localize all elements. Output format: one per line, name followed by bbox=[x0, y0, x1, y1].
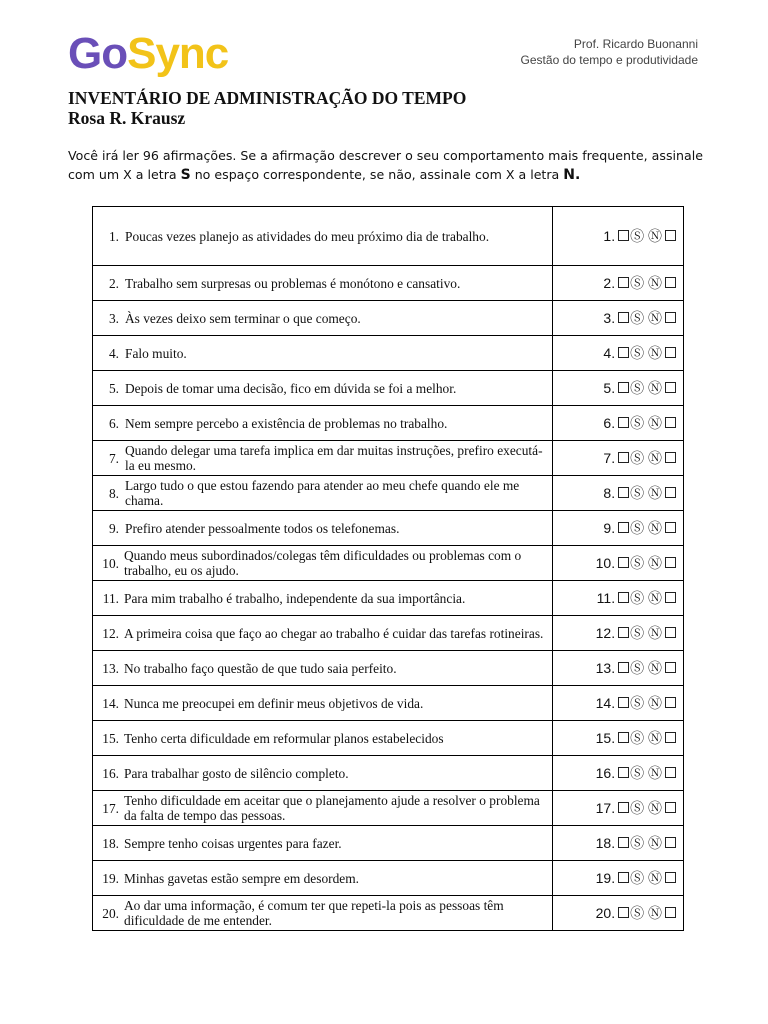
s-letter-icon: Ⓢ bbox=[630, 696, 645, 712]
s-checkbox[interactable] bbox=[618, 802, 629, 813]
question-wrap bbox=[93, 441, 552, 475]
table-row bbox=[93, 476, 684, 511]
title-line: INVENTÁRIO DE ADMINISTRAÇÃO DO TEMPO bbox=[68, 88, 467, 108]
n-checkbox[interactable] bbox=[665, 907, 676, 918]
s-checkbox[interactable] bbox=[618, 697, 629, 708]
answer-number: 13. bbox=[595, 660, 616, 676]
n-checkbox[interactable] bbox=[665, 230, 676, 241]
table-row bbox=[93, 896, 684, 931]
s-checkbox[interactable] bbox=[618, 382, 629, 393]
s-letter-icon: Ⓢ bbox=[630, 451, 645, 467]
question-text: Quando delegar uma tarefa implica em dar muitas instruções, prefiro executá-la eu mesmo. bbox=[125, 443, 543, 473]
n-checkbox[interactable] bbox=[665, 452, 676, 463]
answer-number: 9. bbox=[603, 520, 616, 536]
s-letter-icon: Ⓢ bbox=[630, 521, 645, 537]
question-text: Sempre tenho coisas urgentes para fazer. bbox=[124, 835, 342, 851]
question-number: 18. bbox=[102, 835, 119, 851]
question-text: Nem sempre percebo a existência de problemas no trabalho. bbox=[125, 415, 448, 431]
table-row bbox=[93, 826, 684, 861]
question-number: 7. bbox=[108, 450, 119, 466]
table-row bbox=[93, 861, 684, 896]
s-checkbox[interactable] bbox=[618, 872, 629, 883]
s-checkbox[interactable] bbox=[618, 732, 629, 743]
n-letter-icon: Ⓝ bbox=[648, 381, 662, 397]
answer-number: 19. bbox=[595, 870, 616, 886]
answer-cell bbox=[553, 511, 684, 546]
answer-number: 8. bbox=[603, 485, 616, 501]
s-letter-icon: Ⓢ bbox=[630, 416, 645, 432]
n-checkbox[interactable] bbox=[665, 627, 676, 638]
instructions bbox=[68, 146, 708, 185]
question-cell bbox=[93, 266, 553, 301]
table-row bbox=[93, 266, 684, 301]
question-number: 15. bbox=[102, 730, 119, 746]
n-letter-icon: Ⓝ bbox=[648, 346, 662, 362]
answer-number: 16. bbox=[595, 765, 616, 781]
n-checkbox[interactable] bbox=[665, 277, 676, 288]
s-letter-icon: Ⓢ bbox=[630, 556, 645, 572]
answer-cell bbox=[553, 651, 684, 686]
question-number: 6. bbox=[108, 415, 119, 431]
n-letter-icon: Ⓝ bbox=[648, 696, 662, 712]
s-checkbox[interactable] bbox=[618, 347, 629, 358]
question-number: 16. bbox=[102, 765, 119, 781]
s-letter-icon: Ⓢ bbox=[630, 906, 645, 922]
answer-number: 7. bbox=[603, 450, 616, 466]
question-wrap bbox=[93, 371, 552, 405]
table-row bbox=[93, 511, 684, 546]
s-checkbox[interactable] bbox=[618, 837, 629, 848]
gosync-logo bbox=[68, 29, 229, 78]
question-text: Nunca me preocupei em definir meus objetivos de vida. bbox=[124, 695, 424, 711]
n-checkbox[interactable] bbox=[665, 592, 676, 603]
s-letter-icon: Ⓢ bbox=[630, 766, 645, 782]
n-checkbox[interactable] bbox=[665, 767, 676, 778]
answer-cell bbox=[553, 861, 684, 896]
question-number: 3. bbox=[108, 310, 119, 326]
author-line: Rosa R. Krausz bbox=[68, 108, 186, 128]
question-number: 1. bbox=[108, 228, 119, 244]
s-letter-icon: Ⓢ bbox=[630, 661, 645, 677]
question-text: Tenho certa dificuldade em reformular planos estabelecidos bbox=[124, 730, 444, 746]
question-cell bbox=[93, 546, 553, 581]
question-number: 14. bbox=[102, 695, 119, 711]
question-cell bbox=[93, 686, 553, 721]
n-letter-icon: Ⓝ bbox=[648, 556, 662, 572]
question-text: Falo muito. bbox=[125, 345, 187, 361]
n-letter-icon: Ⓝ bbox=[648, 229, 662, 245]
s-letter-icon: Ⓢ bbox=[630, 731, 645, 747]
question-wrap bbox=[93, 826, 552, 860]
n-letter-icon: Ⓝ bbox=[648, 486, 662, 502]
n-checkbox[interactable] bbox=[665, 837, 676, 848]
question-text: Tenho dificuldade em aceitar que o planejamento ajude a resolver o problema da falta de tempo das pessoas. bbox=[124, 793, 540, 823]
question-number: 5. bbox=[108, 380, 119, 396]
table-row bbox=[93, 207, 684, 266]
question-wrap bbox=[93, 896, 552, 930]
n-letter-icon: Ⓝ bbox=[648, 276, 662, 292]
question-cell bbox=[93, 721, 553, 756]
s-checkbox[interactable] bbox=[618, 592, 629, 603]
s-checkbox[interactable] bbox=[618, 277, 629, 288]
question-number: 11. bbox=[102, 590, 119, 606]
n-letter-icon: Ⓝ bbox=[648, 521, 662, 537]
table-row bbox=[93, 301, 684, 336]
n-checkbox[interactable] bbox=[665, 872, 676, 883]
question-number: 2. bbox=[108, 275, 119, 291]
s-letter-icon: Ⓢ bbox=[630, 486, 645, 502]
table-row bbox=[93, 371, 684, 406]
question-text: Às vezes deixo sem terminar o que começo. bbox=[125, 310, 361, 326]
document-title bbox=[68, 88, 466, 128]
n-checkbox[interactable] bbox=[665, 662, 676, 673]
answer-number: 20. bbox=[595, 905, 616, 921]
question-cell bbox=[93, 406, 553, 441]
question-text: No trabalho faço questão de que tudo saia perfeito. bbox=[124, 660, 397, 676]
n-letter-icon: Ⓝ bbox=[648, 451, 662, 467]
question-cell bbox=[93, 896, 553, 931]
logo-go: Go bbox=[68, 29, 128, 78]
question-text: Para mim trabalho é trabalho, independente da sua importância. bbox=[124, 590, 466, 606]
question-wrap bbox=[93, 207, 552, 265]
question-wrap bbox=[93, 301, 552, 335]
question-wrap bbox=[93, 476, 552, 510]
n-letter-icon: Ⓝ bbox=[648, 801, 662, 817]
question-text: Ao dar uma informação, é comum ter que repeti-la pois as pessoas têm dificuldade de me entender. bbox=[124, 898, 504, 928]
question-number: 9. bbox=[108, 520, 119, 536]
question-number: 13. bbox=[102, 660, 119, 676]
question-cell bbox=[93, 371, 553, 406]
question-text: A primeira coisa que faço ao chegar ao trabalho é cuidar das tarefas rotineiras. bbox=[124, 625, 544, 641]
question-cell bbox=[93, 581, 553, 616]
answer-cell bbox=[553, 266, 684, 301]
s-checkbox[interactable] bbox=[618, 557, 629, 568]
table-row bbox=[93, 721, 684, 756]
n-letter-icon: Ⓝ bbox=[648, 731, 662, 747]
n-letter-icon: Ⓝ bbox=[648, 871, 662, 887]
answer-cell bbox=[553, 826, 684, 861]
question-cell bbox=[93, 441, 553, 476]
question-number: 12. bbox=[102, 625, 119, 641]
s-checkbox[interactable] bbox=[618, 230, 629, 241]
question-cell bbox=[93, 207, 553, 266]
question-wrap bbox=[93, 616, 552, 650]
intro-text-2: no espaço correspondente, se não, assinale com X a letra bbox=[190, 167, 564, 182]
s-checkbox[interactable] bbox=[618, 417, 629, 428]
s-letter-icon: Ⓢ bbox=[630, 836, 645, 852]
question-wrap bbox=[93, 686, 552, 720]
question-cell bbox=[93, 336, 553, 371]
answer-cell bbox=[553, 791, 684, 826]
s-checkbox[interactable] bbox=[618, 452, 629, 463]
answer-cell bbox=[553, 581, 684, 616]
question-cell bbox=[93, 616, 553, 651]
n-checkbox[interactable] bbox=[665, 487, 676, 498]
header-author: Prof. Ricardo Buonanni bbox=[573, 37, 698, 51]
question-cell bbox=[93, 826, 553, 861]
answer-number: 18. bbox=[595, 835, 616, 851]
answer-cell bbox=[553, 441, 684, 476]
intro-text-1: Você irá ler 96 afirmações. Se a afirmação descrever o seu comportamento mais frequente, assinale com um X a letra bbox=[68, 148, 703, 182]
answer-cell bbox=[553, 476, 684, 511]
s-letter-icon: Ⓢ bbox=[630, 311, 645, 327]
s-checkbox[interactable] bbox=[618, 487, 629, 498]
question-wrap bbox=[93, 581, 552, 615]
n-letter-icon: Ⓝ bbox=[648, 311, 662, 327]
question-number: 10. bbox=[102, 555, 119, 571]
question-wrap bbox=[93, 756, 552, 790]
question-cell bbox=[93, 791, 553, 826]
s-checkbox[interactable] bbox=[618, 662, 629, 673]
n-checkbox[interactable] bbox=[665, 697, 676, 708]
question-text: Para trabalhar gosto de silêncio completo. bbox=[124, 765, 349, 781]
s-checkbox[interactable] bbox=[618, 522, 629, 533]
question-wrap bbox=[93, 266, 552, 300]
question-text: Minhas gavetas estão sempre em desordem. bbox=[124, 870, 360, 886]
question-text: Largo tudo o que estou fazendo para atender ao meu chefe quando ele me chama. bbox=[125, 478, 520, 508]
answer-number: 10. bbox=[595, 555, 616, 571]
s-letter-icon: Ⓢ bbox=[630, 381, 645, 397]
s-letter-icon: Ⓢ bbox=[630, 276, 645, 292]
inventory-table bbox=[92, 206, 684, 931]
s-letter-icon: Ⓢ bbox=[630, 346, 645, 362]
question-text: Trabalho sem surpresas ou problemas é monótono e cansativo. bbox=[125, 275, 461, 291]
table-row bbox=[93, 686, 684, 721]
answer-cell bbox=[553, 301, 684, 336]
question-cell bbox=[93, 756, 553, 791]
n-checkbox[interactable] bbox=[665, 557, 676, 568]
answer-number: 5. bbox=[603, 380, 616, 396]
s-letter-icon: Ⓢ bbox=[630, 801, 645, 817]
n-letter-icon: Ⓝ bbox=[648, 661, 662, 677]
question-number: 17. bbox=[102, 800, 119, 816]
intro-n-letter: N. bbox=[563, 167, 581, 183]
n-checkbox[interactable] bbox=[665, 732, 676, 743]
question-number: 20. bbox=[102, 905, 119, 921]
question-wrap bbox=[93, 336, 552, 370]
n-letter-icon: Ⓝ bbox=[648, 836, 662, 852]
s-checkbox[interactable] bbox=[618, 767, 629, 778]
question-wrap bbox=[93, 651, 552, 685]
question-cell bbox=[93, 476, 553, 511]
n-checkbox[interactable] bbox=[665, 522, 676, 533]
question-wrap bbox=[93, 406, 552, 440]
header-subtitle: Gestão do tempo e produtividade bbox=[520, 53, 698, 67]
answer-number: 2. bbox=[603, 275, 616, 291]
table-row bbox=[93, 336, 684, 371]
n-checkbox[interactable] bbox=[665, 347, 676, 358]
table-row bbox=[93, 791, 684, 826]
n-checkbox[interactable] bbox=[665, 802, 676, 813]
table-row bbox=[93, 616, 684, 651]
answer-cell bbox=[553, 207, 684, 266]
question-wrap bbox=[93, 511, 552, 545]
table-row bbox=[93, 651, 684, 686]
answer-cell bbox=[553, 371, 684, 406]
answer-number: 12. bbox=[595, 625, 616, 641]
n-checkbox[interactable] bbox=[665, 312, 676, 323]
n-letter-icon: Ⓝ bbox=[648, 766, 662, 782]
answer-cell bbox=[553, 616, 684, 651]
question-text: Prefiro atender pessoalmente todos os telefonemas. bbox=[125, 520, 400, 536]
answer-number: 4. bbox=[603, 345, 616, 361]
n-letter-icon: Ⓝ bbox=[648, 906, 662, 922]
n-letter-icon: Ⓝ bbox=[648, 416, 662, 432]
n-letter-icon: Ⓝ bbox=[648, 626, 662, 642]
answer-cell bbox=[553, 896, 684, 931]
answer-cell bbox=[553, 406, 684, 441]
s-letter-icon: Ⓢ bbox=[630, 871, 645, 887]
intro-s-letter: S bbox=[180, 167, 191, 183]
s-letter-icon: Ⓢ bbox=[630, 229, 645, 245]
answer-cell bbox=[553, 686, 684, 721]
question-cell bbox=[93, 301, 553, 336]
answer-cell bbox=[553, 336, 684, 371]
question-number: 8. bbox=[108, 485, 119, 501]
s-letter-icon: Ⓢ bbox=[630, 626, 645, 642]
question-text: Depois de tomar uma decisão, fico em dúvida se foi a melhor. bbox=[125, 380, 457, 396]
s-checkbox[interactable] bbox=[618, 312, 629, 323]
question-number: 4. bbox=[108, 345, 119, 361]
header-info bbox=[521, 36, 698, 68]
s-letter-icon: Ⓢ bbox=[630, 591, 645, 607]
question-number: 19. bbox=[102, 870, 119, 886]
n-checkbox[interactable] bbox=[665, 417, 676, 428]
answer-number: 17. bbox=[595, 800, 616, 816]
question-cell bbox=[93, 861, 553, 896]
answer-cell bbox=[553, 546, 684, 581]
n-checkbox[interactable] bbox=[665, 382, 676, 393]
answer-number: 14. bbox=[595, 695, 616, 711]
n-letter-icon: Ⓝ bbox=[648, 591, 662, 607]
answer-cell bbox=[553, 721, 684, 756]
question-text: Poucas vezes planejo as atividades do meu próximo dia de trabalho. bbox=[125, 228, 490, 244]
question-cell bbox=[93, 651, 553, 686]
table-row bbox=[93, 441, 684, 476]
table-row bbox=[93, 546, 684, 581]
table-row bbox=[93, 756, 684, 791]
question-wrap bbox=[93, 721, 552, 755]
s-checkbox[interactable] bbox=[618, 907, 629, 918]
answer-number: 11. bbox=[596, 590, 616, 606]
answer-number: 3. bbox=[603, 310, 616, 326]
question-wrap bbox=[93, 861, 552, 895]
question-cell bbox=[93, 511, 553, 546]
question-wrap bbox=[93, 546, 552, 580]
logo-sync: Sync bbox=[127, 29, 229, 78]
table-row bbox=[93, 406, 684, 441]
answer-number: 6. bbox=[603, 415, 616, 431]
answer-cell bbox=[553, 756, 684, 791]
question-text: Quando meus subordinados/colegas têm dificuldades ou problemas com o trabalho, eu os ajudo. bbox=[124, 548, 522, 578]
answer-number: 15. bbox=[595, 730, 616, 746]
s-checkbox[interactable] bbox=[618, 627, 629, 638]
answer-number: 1. bbox=[603, 228, 616, 244]
question-wrap bbox=[93, 791, 552, 825]
table-row bbox=[93, 581, 684, 616]
